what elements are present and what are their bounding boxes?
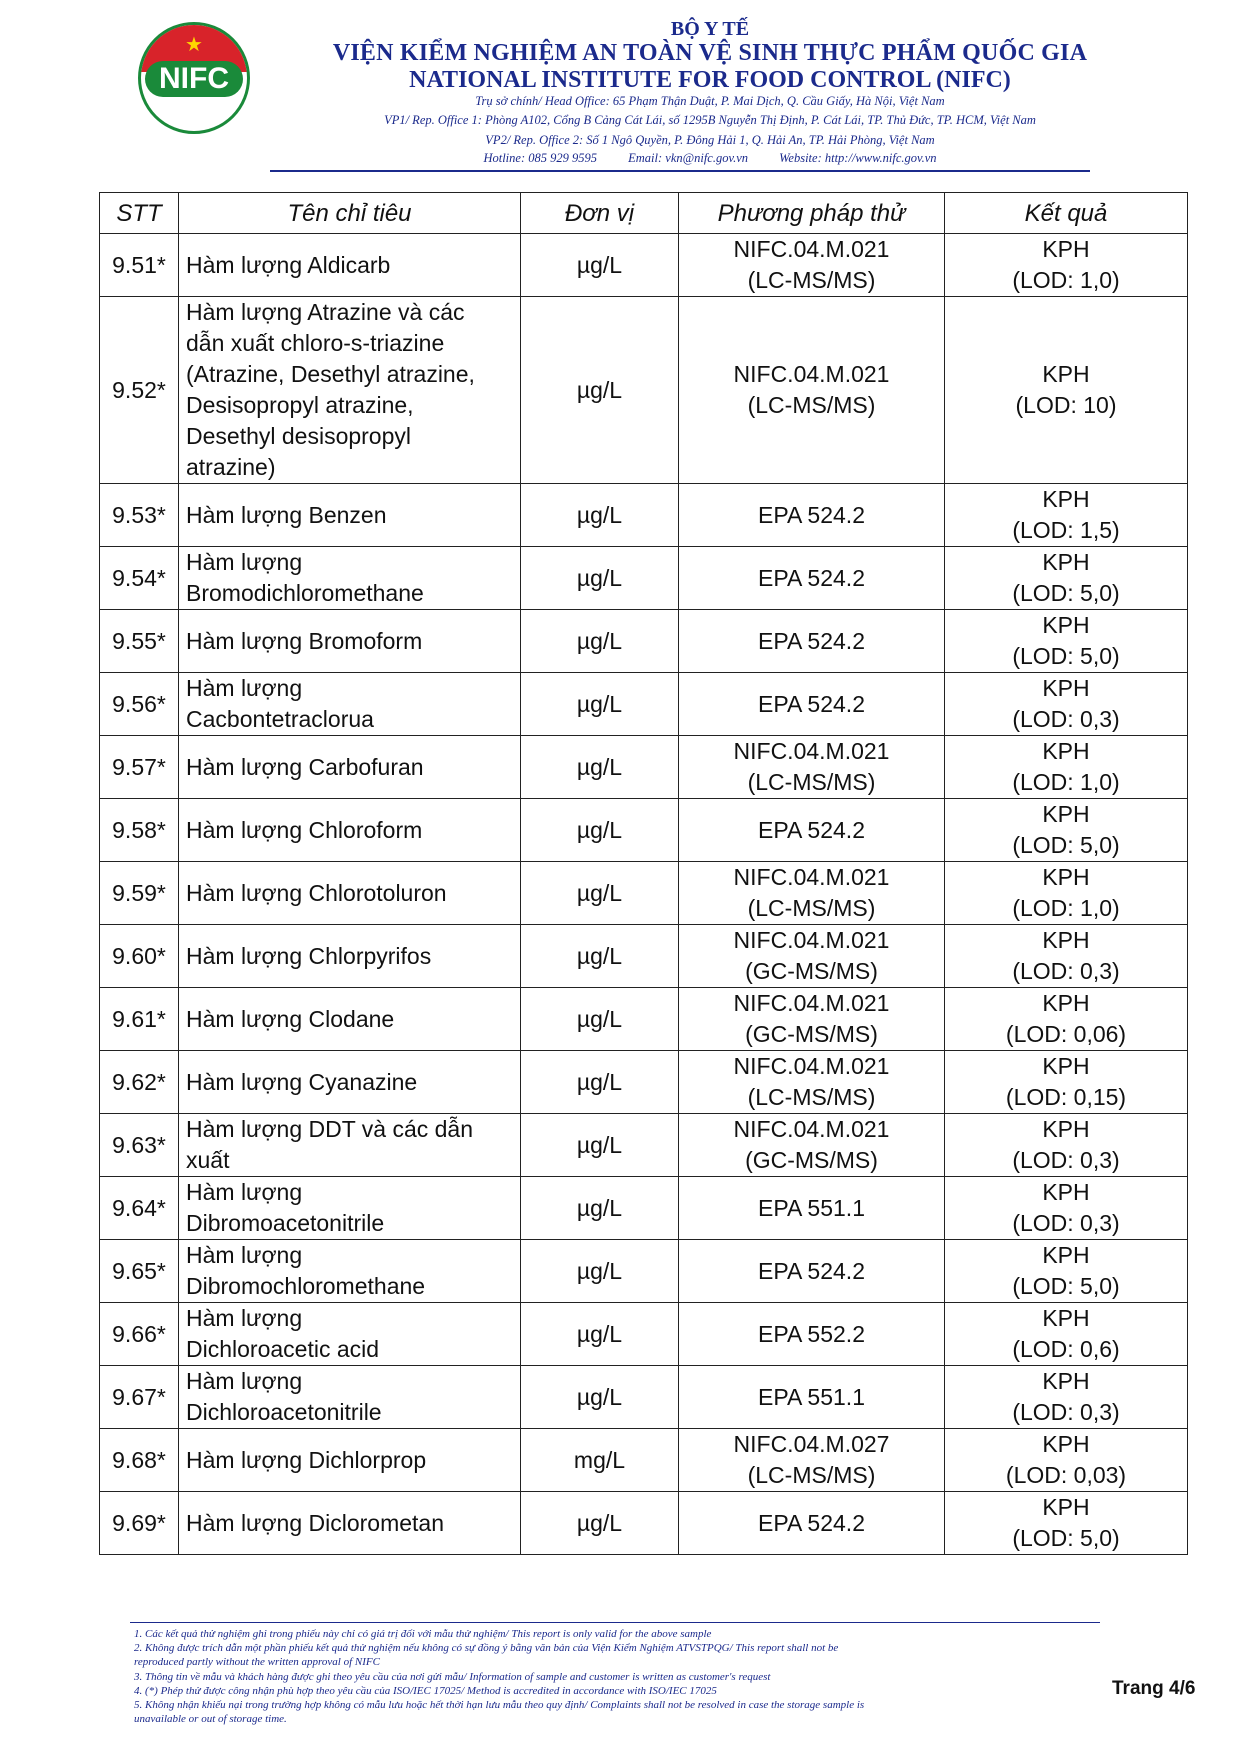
row-test-method	[679, 988, 945, 1051]
row-indicator-name	[179, 673, 521, 736]
result-line: (LOD: 0,3)	[1012, 1399, 1120, 1425]
test-method-line: EPA 551.1	[758, 1194, 865, 1221]
row-stt: 9.54*	[100, 547, 179, 610]
row-indicator-name	[179, 1429, 521, 1492]
table-header-row	[100, 193, 1188, 234]
indicator-name-line: (Atrazine, Desethyl atrazine,	[186, 361, 475, 387]
test-method-line: NIFC.04.M.021	[733, 927, 890, 953]
indicator-name-line: Hàm lượng Aldicarb	[186, 251, 391, 278]
header-method: Phương pháp thử	[679, 193, 945, 234]
row-indicator-name	[179, 1177, 521, 1240]
row-unit: mg/L	[521, 1429, 679, 1492]
indicator-name-line: Dichloroacetic acid	[186, 1336, 380, 1362]
result-line: KPH	[1042, 1305, 1090, 1331]
row-result	[945, 610, 1188, 673]
result-line: KPH	[1042, 1053, 1090, 1079]
indicator-name-line: Hàm lượng	[186, 1305, 303, 1331]
row-unit: µg/L	[521, 862, 679, 925]
row-result	[945, 1366, 1188, 1429]
result-line: KPH	[1042, 801, 1090, 827]
hotline: Hotline: 085 929 9595	[483, 151, 597, 165]
row-unit: µg/L	[521, 297, 679, 484]
indicator-name-line: Hàm lượng	[186, 1368, 303, 1394]
result-line: (LOD: 0,6)	[1012, 1336, 1120, 1362]
result-line: KPH	[1042, 1494, 1090, 1520]
header-unit: Đơn vị	[521, 193, 679, 234]
table-row	[100, 1240, 1188, 1303]
result-line: (LOD: 5,0)	[1012, 643, 1120, 669]
result-line: KPH	[1042, 361, 1090, 387]
test-method-line: (GC-MS/MS)	[745, 1021, 878, 1047]
footer-notes	[134, 1627, 1114, 1726]
test-method-line: EPA 524.2	[758, 690, 865, 717]
row-result	[945, 673, 1188, 736]
result-line: (LOD: 5,0)	[1012, 1525, 1120, 1551]
indicator-name-line: Hàm lượng Dichlorprop	[186, 1446, 427, 1473]
indicator-name-line: Hàm lượng Atrazine và các	[186, 299, 465, 325]
test-method-line: EPA 551.1	[758, 1383, 865, 1410]
row-result	[945, 1177, 1188, 1240]
table-body	[100, 234, 1188, 1555]
logo-text: NIFC	[145, 61, 243, 97]
footer-note: 3. Thông tin về mẫu và khách hàng được ghi theo yêu cầu của nơi gửi mẫu/ Information of sample and customer is written as customer's request	[134, 1670, 771, 1683]
result-line: KPH	[1042, 927, 1090, 953]
row-unit: µg/L	[521, 673, 679, 736]
row-indicator-name	[179, 1366, 521, 1429]
row-result	[945, 799, 1188, 862]
header-name: Tên chỉ tiêu	[179, 193, 521, 234]
row-stt: 9.60*	[100, 925, 179, 988]
indicator-name-line: dẫn xuất chloro-s-triazine	[186, 330, 445, 356]
indicator-name-line: Dibromoacetonitrile	[186, 1210, 385, 1236]
table-row	[100, 799, 1188, 862]
indicator-name-line: Hàm lượng Carbofuran	[186, 753, 424, 780]
row-unit: µg/L	[521, 610, 679, 673]
result-line: (LOD: 10)	[1015, 392, 1117, 418]
row-indicator-name	[179, 799, 521, 862]
row-result	[945, 1240, 1188, 1303]
row-stt: 9.59*	[100, 862, 179, 925]
indicator-name-line: Bromodichloromethane	[186, 580, 424, 606]
row-unit: µg/L	[521, 1366, 679, 1429]
result-line: KPH	[1042, 1431, 1090, 1457]
row-test-method	[679, 1051, 945, 1114]
indicator-name-line: Hàm lượng Cyanazine	[186, 1068, 418, 1095]
row-unit: µg/L	[521, 547, 679, 610]
result-line: (LOD: 0,06)	[1005, 1021, 1127, 1047]
table-row	[100, 673, 1188, 736]
row-test-method	[679, 1303, 945, 1366]
table-row	[100, 1429, 1188, 1492]
result-line: KPH	[1042, 612, 1090, 638]
row-stt: 9.55*	[100, 610, 179, 673]
row-indicator-name	[179, 297, 521, 484]
row-indicator-name	[179, 1114, 521, 1177]
email: Email: vkn@nifc.gov.vn	[628, 151, 749, 165]
nifc-logo	[138, 22, 250, 134]
indicator-name-line: Cacbontetraclorua	[186, 706, 374, 732]
test-method-line: NIFC.04.M.021	[733, 361, 890, 387]
footer-note: 4. (*) Phép thử được công nhận phù hợp theo yêu cầu của ISO/IEC 17025/ Method is accredited in accordance with ISO/IEC 17025	[134, 1684, 717, 1697]
indicator-name-line: Hàm lượng Chloroform	[186, 816, 423, 843]
footer-note: reproduced partly without the written approval of NIFC	[134, 1656, 380, 1669]
row-stt: 9.62*	[100, 1051, 179, 1114]
row-result	[945, 234, 1188, 297]
row-result	[945, 1114, 1188, 1177]
indicator-name-line: Desethyl desisopropyl	[186, 423, 412, 449]
row-stt: 9.68*	[100, 1429, 179, 1492]
indicator-name-line: Hàm lượng DDT và các dẫn	[186, 1116, 473, 1142]
row-test-method	[679, 1177, 945, 1240]
test-method-line: (LC-MS/MS)	[747, 769, 876, 795]
indicator-name-line: Hàm lượng	[186, 1242, 303, 1268]
test-method-line: EPA 524.2	[758, 1257, 865, 1284]
row-stt: 9.66*	[100, 1303, 179, 1366]
row-unit: µg/L	[521, 484, 679, 547]
test-method-line: EPA 524.2	[758, 564, 865, 591]
test-method-line: (LC-MS/MS)	[747, 267, 876, 293]
row-unit: µg/L	[521, 1051, 679, 1114]
result-line: (LOD: 1,0)	[1012, 895, 1120, 921]
row-result	[945, 988, 1188, 1051]
row-unit: µg/L	[521, 1114, 679, 1177]
ministry-name: BỘ Y TẾ	[670, 18, 750, 40]
test-method-line: NIFC.04.M.021	[733, 864, 890, 890]
row-indicator-name	[179, 1492, 521, 1555]
row-stt: 9.53*	[100, 484, 179, 547]
row-test-method	[679, 862, 945, 925]
results-table	[99, 192, 1188, 1555]
row-result	[945, 484, 1188, 547]
row-result	[945, 1051, 1188, 1114]
result-line: (LOD: 1,0)	[1012, 769, 1120, 795]
rep-office-1-address: VP1/ Rep. Office 1: Phòng A102, Cổng B Cảng Cát Lái, số 1295B Nguyễn Thị Định, P. Cát Lái, TP. Thủ Đức, TP. HCM, Việt Nam	[384, 113, 1036, 127]
row-test-method	[679, 484, 945, 547]
test-method-line: (GC-MS/MS)	[745, 1147, 878, 1173]
row-indicator-name	[179, 234, 521, 297]
row-result	[945, 297, 1188, 484]
indicator-name-line: xuất	[186, 1147, 230, 1173]
row-stt: 9.64*	[100, 1177, 179, 1240]
indicator-name-line: Hàm lượng Clodane	[186, 1005, 395, 1032]
indicator-name-line: Hàm lượng Chlorotoluron	[186, 879, 447, 906]
row-unit: µg/L	[521, 988, 679, 1051]
row-indicator-name	[179, 610, 521, 673]
row-stt: 9.61*	[100, 988, 179, 1051]
row-indicator-name	[179, 1240, 521, 1303]
footer-divider	[130, 1622, 1100, 1623]
row-result	[945, 1492, 1188, 1555]
row-test-method	[679, 1492, 945, 1555]
row-stt: 9.57*	[100, 736, 179, 799]
row-unit: µg/L	[521, 1240, 679, 1303]
test-method-line: NIFC.04.M.021	[733, 1053, 890, 1079]
table-row	[100, 1366, 1188, 1429]
indicator-name-line: Hàm lượng Benzen	[186, 501, 387, 528]
row-unit: µg/L	[521, 925, 679, 988]
row-indicator-name	[179, 547, 521, 610]
table-row	[100, 862, 1188, 925]
result-line: (LOD: 0,15)	[1005, 1084, 1127, 1110]
row-stt: 9.56*	[100, 673, 179, 736]
indicator-name-line: Hàm lượng	[186, 549, 303, 575]
row-unit: µg/L	[521, 1492, 679, 1555]
row-result	[945, 547, 1188, 610]
indicator-name-line: Desisopropyl atrazine,	[186, 392, 414, 418]
result-line: KPH	[1042, 1179, 1090, 1205]
row-test-method	[679, 1114, 945, 1177]
test-method-line: (LC-MS/MS)	[747, 895, 876, 921]
row-indicator-name	[179, 925, 521, 988]
result-line: (LOD: 0,3)	[1012, 1147, 1120, 1173]
row-result	[945, 1303, 1188, 1366]
head-office-address: Trụ sở chính/ Head Office: 65 Phạm Thận Duật, P. Mai Dịch, Q. Cầu Giấy, Hà Nội, Việt Nam	[475, 94, 945, 108]
result-line: (LOD: 0,3)	[1012, 706, 1120, 732]
row-unit: µg/L	[521, 736, 679, 799]
indicator-name-line: Hàm lượng Chlorpyrifos	[186, 942, 432, 969]
result-line: (LOD: 1,5)	[1012, 517, 1120, 543]
row-result	[945, 925, 1188, 988]
page-number: Trang 4/6	[1112, 1678, 1196, 1699]
row-indicator-name	[179, 988, 521, 1051]
header-result: Kết quả	[945, 193, 1188, 234]
table-row	[100, 1177, 1188, 1240]
row-stt: 9.67*	[100, 1366, 179, 1429]
row-test-method	[679, 673, 945, 736]
result-line: (LOD: 0,3)	[1012, 958, 1120, 984]
row-stt: 9.58*	[100, 799, 179, 862]
row-indicator-name	[179, 736, 521, 799]
table-row	[100, 234, 1188, 297]
row-test-method	[679, 297, 945, 484]
row-unit: µg/L	[521, 1303, 679, 1366]
star-icon: ★	[185, 34, 203, 56]
table-row	[100, 1492, 1188, 1555]
row-test-method	[679, 610, 945, 673]
test-method-line: (LC-MS/MS)	[747, 1462, 876, 1488]
test-method-line: EPA 524.2	[758, 1509, 865, 1536]
row-test-method	[679, 736, 945, 799]
test-method-line: NIFC.04.M.021	[733, 738, 890, 764]
result-line: KPH	[1042, 990, 1090, 1016]
result-line: (LOD: 5,0)	[1012, 1273, 1120, 1299]
header-divider	[270, 170, 1090, 172]
test-method-line: EPA 524.2	[758, 816, 865, 843]
row-test-method	[679, 1366, 945, 1429]
result-line: (LOD: 5,0)	[1012, 580, 1120, 606]
row-unit: µg/L	[521, 799, 679, 862]
table-row	[100, 988, 1188, 1051]
row-stt: 9.69*	[100, 1492, 179, 1555]
test-method-line: (GC-MS/MS)	[745, 958, 878, 984]
table-row	[100, 1051, 1188, 1114]
test-method-line: EPA 524.2	[758, 627, 865, 654]
website: Website: http://www.nifc.gov.vn	[779, 151, 937, 165]
test-method-line: (LC-MS/MS)	[747, 1084, 876, 1110]
row-result	[945, 736, 1188, 799]
result-line: KPH	[1042, 1242, 1090, 1268]
result-line: KPH	[1042, 675, 1090, 701]
row-indicator-name	[179, 484, 521, 547]
row-stt: 9.51*	[100, 234, 179, 297]
indicator-name-line: Hàm lượng	[186, 1179, 303, 1205]
indicator-name-line: Hàm lượng Bromoform	[186, 627, 423, 654]
contact-line	[260, 151, 1160, 166]
table-row	[100, 925, 1188, 988]
test-method-line: NIFC.04.M.021	[733, 990, 890, 1016]
test-method-line: (LC-MS/MS)	[747, 392, 876, 418]
footer-note: 2. Không được trích dẫn một phần phiếu kết quả thử nghiệm nếu không có sự đồng ý bằng văn bản của Viện Kiểm Nghiệm ATVSTPQG/ This report shall not be	[134, 1642, 839, 1655]
institute-name-en: NATIONAL INSTITUTE FOR FOOD CONTROL (NIFC)	[409, 67, 1011, 93]
row-result	[945, 862, 1188, 925]
row-test-method	[679, 234, 945, 297]
result-line: KPH	[1042, 236, 1090, 262]
row-test-method	[679, 1240, 945, 1303]
row-indicator-name	[179, 1303, 521, 1366]
table-row	[100, 297, 1188, 484]
footer-note: unavailable or out of storage time.	[134, 1713, 287, 1726]
header-stt: STT	[100, 193, 179, 234]
row-stt: 9.65*	[100, 1240, 179, 1303]
row-stt: 9.52*	[100, 297, 179, 484]
table-row	[100, 736, 1188, 799]
row-unit: µg/L	[521, 234, 679, 297]
table-row	[100, 1303, 1188, 1366]
table-row	[100, 1114, 1188, 1177]
row-test-method	[679, 925, 945, 988]
table-row	[100, 610, 1188, 673]
result-line: (LOD: 0,3)	[1012, 1210, 1120, 1236]
result-line: KPH	[1042, 1116, 1090, 1142]
rep-office-2-address: VP2/ Rep. Office 2: Số 1 Ngô Quyền, P. Đông Hải 1, Q. Hải An, TP. Hải Phòng, Việt Nam	[485, 133, 935, 147]
result-line: (LOD: 0,03)	[1005, 1462, 1127, 1488]
result-line: (LOD: 5,0)	[1012, 832, 1120, 858]
test-method-line: NIFC.04.M.021	[733, 1116, 890, 1142]
row-result	[945, 1429, 1188, 1492]
row-test-method	[679, 547, 945, 610]
row-indicator-name	[179, 1051, 521, 1114]
test-method-line: EPA 552.2	[758, 1320, 865, 1347]
test-method-line: NIFC.04.M.027	[733, 1431, 890, 1457]
indicator-name-line: Dichloroacetonitrile	[186, 1399, 382, 1425]
result-line: KPH	[1042, 1368, 1090, 1394]
result-line: (LOD: 1,0)	[1012, 267, 1120, 293]
institute-name-vn: VIỆN KIỂM NGHIỆM AN TOÀN VỆ SINH THỰC PHẨM QUỐC GIA	[332, 40, 1088, 66]
result-line: KPH	[1042, 486, 1090, 512]
footer-note: 5. Không nhận khiếu nại trong trường hợp không có mẫu lưu hoặc hết thời hạn lưu mẫu theo quy định/ Complaints shall not be resolved in case the storage sample is	[134, 1699, 865, 1712]
footer-note: 1. Các kết quả thử nghiệm ghi trong phiếu này chỉ có giá trị đối với mẫu thử nghiệm/ This report is only valid for the above sample	[134, 1628, 712, 1640]
table-row	[100, 547, 1188, 610]
row-indicator-name	[179, 862, 521, 925]
result-line: KPH	[1042, 738, 1090, 764]
row-test-method	[679, 799, 945, 862]
row-unit: µg/L	[521, 1177, 679, 1240]
result-line: KPH	[1042, 549, 1090, 575]
letterhead	[0, 0, 1234, 175]
result-line: KPH	[1042, 864, 1090, 890]
table-row	[100, 484, 1188, 547]
indicator-name-line: Dibromochloromethane	[186, 1273, 426, 1299]
indicator-name-line: Hàm lượng	[186, 675, 303, 701]
row-stt: 9.63*	[100, 1114, 179, 1177]
test-method-line: EPA 524.2	[758, 501, 865, 528]
indicator-name-line: Hàm lượng Diclorometan	[186, 1509, 445, 1536]
row-test-method	[679, 1429, 945, 1492]
indicator-name-line: atrazine)	[186, 454, 276, 480]
test-method-line: NIFC.04.M.021	[733, 236, 890, 262]
